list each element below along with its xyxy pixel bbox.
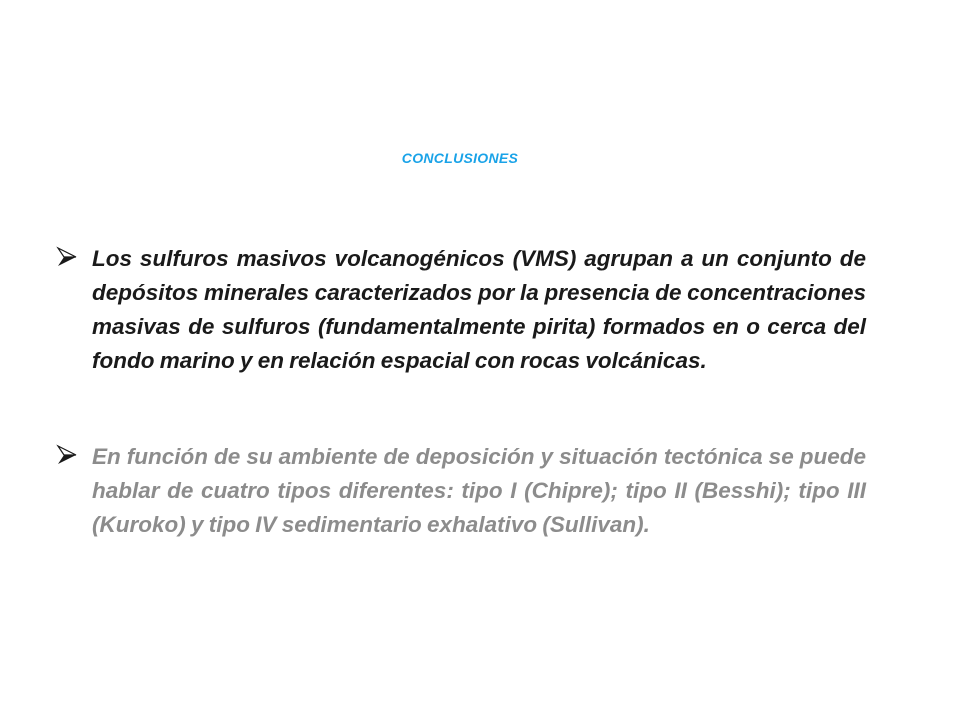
slide-title: CONCLUSIONES — [401, 150, 519, 166]
bullet-text-2: En función de su ambiente de deposición y situación tectónica se puede hablar de cuatro tipos diferentes: tipo I (Chipre); tipo II (Besshi); tipo III (Kuroko) y tipo IV sedimentario exhalativo (Sullivan). — [92, 444, 866, 537]
arrow-bullet-icon — [56, 246, 78, 268]
bullet-item-2 — [56, 440, 866, 542]
bullet-text-1: Los sulfuros masivos volcanogénicos (VMS) agrupan a un conjunto de depósitos minerales caracterizados por la presencia de concentraciones masivas de sulfuros (fundamentalmente pirita) formados en o cerca del fondo marino y en relación espacial con rocas volcánicas. — [92, 246, 866, 373]
bullet-item-1 — [56, 242, 866, 378]
arrow-bullet-icon — [56, 444, 78, 466]
